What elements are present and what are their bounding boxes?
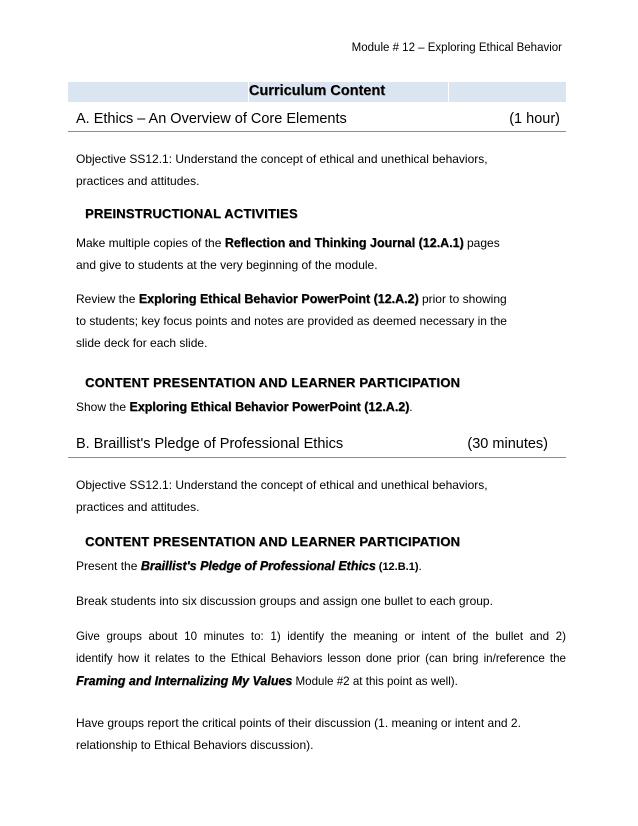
section-a-heading xyxy=(76,111,560,127)
copies-line xyxy=(76,232,566,254)
preinstructional-heading: PREINSTRUCTIONAL ACTIVITIES xyxy=(85,206,298,221)
objective-line: practices and attitudes. xyxy=(76,500,200,514)
pledge-code: (12.B.1) xyxy=(375,561,419,573)
review-line: to students; key focus points and notes are provided as deemed necessary in the xyxy=(76,314,507,328)
section-b-rule xyxy=(68,457,566,458)
present-line xyxy=(76,555,566,578)
copies-paragraph xyxy=(76,232,566,276)
objective-line: Objective SS12.1: Understand the concept of ethical and unethical behaviors, xyxy=(76,478,488,492)
section-b-heading xyxy=(76,436,560,452)
copies-text: pages xyxy=(463,236,500,250)
values-module-reference: Framing and Internalizing My Values xyxy=(76,674,293,688)
section-b-title: B. Braillist's Pledge of Professional Ethics xyxy=(76,436,344,452)
report-paragraph xyxy=(76,712,566,756)
give-paragraph xyxy=(76,626,566,693)
copies-text: Make multiple copies of the xyxy=(76,236,225,250)
section-b-objective xyxy=(76,474,566,518)
review-line xyxy=(76,288,566,310)
show-paragraph xyxy=(76,396,566,418)
powerpoint-reference: Exploring Ethical Behavior PowerPoint (12.A.2) xyxy=(138,292,419,306)
present-paragraph xyxy=(76,555,566,578)
present-text: . xyxy=(418,559,422,573)
review-line: slide deck for each slide. xyxy=(76,336,208,350)
show-text: . xyxy=(409,400,413,414)
report-line: Have groups report the critical points of their discussion (1. meaning or intent and 2. xyxy=(76,716,521,730)
break-paragraph: Break students into six discussion groups and assign one bullet to each group. xyxy=(76,594,493,608)
section-a-rule xyxy=(68,131,566,132)
curriculum-content-band xyxy=(68,82,566,102)
section-a-duration: (1 hour) xyxy=(509,111,560,127)
give-line: Give groups about 10 minutes to: 1) identify the meaning or intent of the bullet and 2) xyxy=(76,630,566,643)
section-a-title: A. Ethics – An Overview of Core Elements xyxy=(76,111,347,127)
content-presentation-heading: CONTENT PRESENTATION AND LEARNER PARTICIPATION xyxy=(85,534,461,549)
review-paragraph xyxy=(76,288,566,354)
pledge-reference: Braillist's Pledge of Professional Ethics xyxy=(140,559,376,573)
copies-line: and give to students at the very beginning of the module. xyxy=(76,258,378,272)
running-header: Module # 12 – Exploring Ethical Behavior xyxy=(351,42,562,54)
give-text: Module #2 at this point as well). xyxy=(292,675,458,688)
band-title: Curriculum Content xyxy=(248,83,386,99)
objective-line: practices and attitudes. xyxy=(76,174,200,188)
give-line xyxy=(76,670,566,693)
journal-reference: Reflection and Thinking Journal (12.A.1) xyxy=(224,236,464,250)
show-line xyxy=(76,396,566,418)
review-text: prior to showing xyxy=(418,292,507,306)
show-text: Show the xyxy=(76,400,130,414)
review-text: Review the xyxy=(76,292,139,306)
section-b-duration: (30 minutes) xyxy=(467,436,548,452)
content-presentation-heading: CONTENT PRESENTATION AND LEARNER PARTICIPATION xyxy=(85,375,461,390)
objective-line: Objective SS12.1: Understand the concept of ethical and unethical behaviors, xyxy=(76,152,488,166)
report-line: relationship to Ethical Behaviors discussion). xyxy=(76,738,314,752)
section-a-objective xyxy=(76,148,566,192)
present-text: Present the xyxy=(76,559,141,573)
powerpoint-reference: Exploring Ethical Behavior PowerPoint (12.A.2) xyxy=(129,400,410,414)
give-line: identify how it relates to the Ethical Behaviors lesson done prior (can bring in/reference the xyxy=(76,652,566,665)
